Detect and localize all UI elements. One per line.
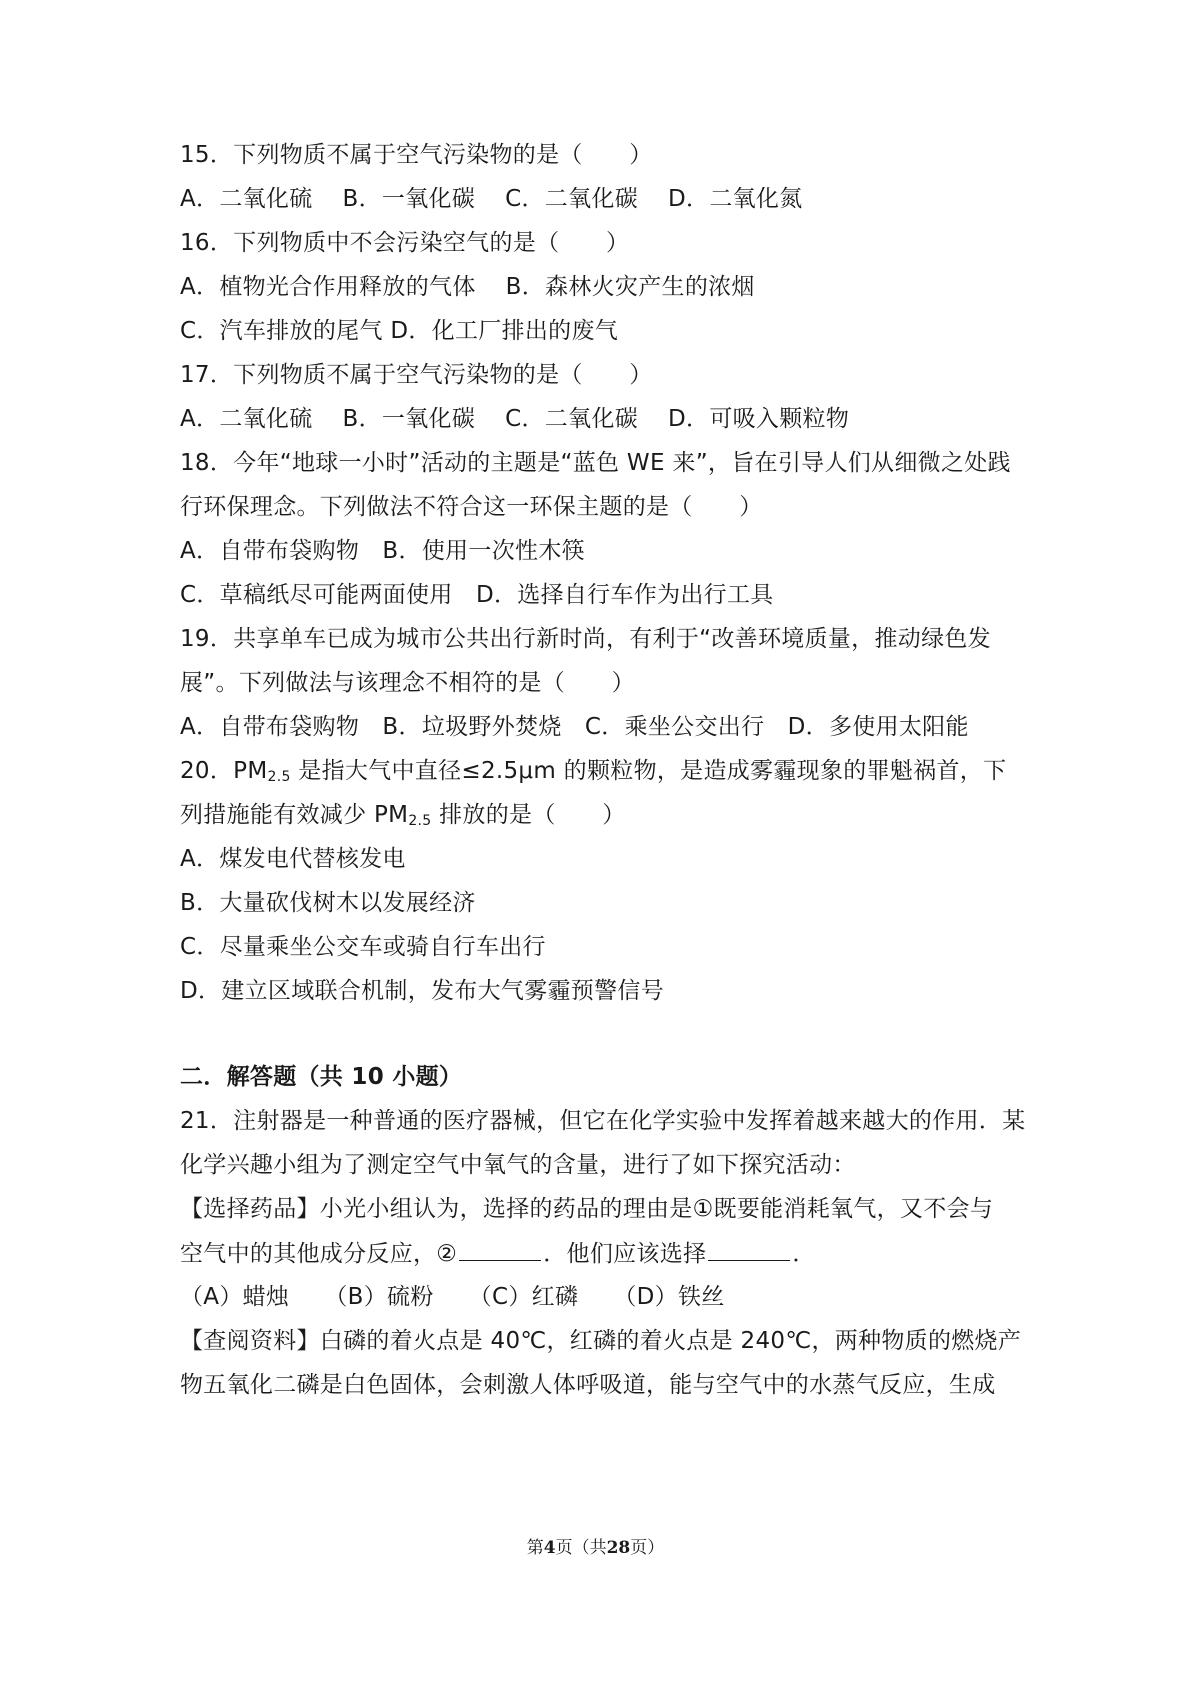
question-20-option-b: B．大量砍伐树木以发展经济: [180, 890, 476, 916]
question-21-text-c: ．: [792, 1241, 816, 1267]
pm-subscript: 2.5: [267, 769, 291, 785]
question-18-line-1: 18．今年“地球一小时”活动的主题是“蓝色 WE 来”，旨在引导人们从细微之处践: [180, 450, 1011, 476]
question-16-options-cd: C．汽车排放的尾气 D．化工厂排出的废气: [180, 318, 619, 344]
question-18-options-cd: C．草稿纸尽可能两面使用 D．选择自行车作为出行工具: [180, 582, 774, 608]
question-16-options-ab: [180, 272, 755, 302]
question-19-line-2: 展”。下列做法与该理念不相符的是（ ）: [180, 670, 635, 696]
option-d: D．可吸入颗粒物: [668, 406, 850, 432]
question-21-line-3: 【选择药品】小光小组认为，选择的药品的理由是①既要能消耗氧气，又不会与: [180, 1196, 994, 1222]
question-20-line-1: [180, 756, 1006, 786]
answer-blank-1[interactable]: [459, 1238, 541, 1261]
question-15: 15．下列物质不属于空气污染物的是（ ）: [180, 142, 653, 168]
question-21-text-b: ．他们应该选择: [543, 1241, 707, 1267]
question-20-option-a: A．煤发电代替核发电: [180, 846, 406, 872]
question-21-line-1: 21．注射器是一种普通的医疗器械，但它在化学实验中发挥着越来越大的作用．某: [180, 1108, 1026, 1134]
option-b: B．一氧化碳: [342, 406, 476, 432]
option-a: A．二氧化硫: [180, 406, 313, 432]
question-16: 16．下列物质中不会污染空气的是（ ）: [180, 230, 630, 256]
question-20-option-d: D．建立区域联合机制，发布大气雾霾预警信号: [180, 978, 665, 1004]
question-21-options: （A）蜡烛 （B）硫粉 （C）红磷 （D）铁丝: [180, 1284, 725, 1310]
question-21-line-7: 物五氧化二磷是白色固体，会刺激人体呼吸道，能与空气中的水蒸气反应，生成: [180, 1372, 996, 1398]
question-20-option-c: C．尽量乘坐公交车或骑自行车出行: [180, 934, 546, 960]
question-20-line-2: [180, 800, 626, 830]
page-number: 4: [543, 1538, 556, 1558]
option-a: A．植物光合作用释放的气体: [180, 274, 476, 300]
question-19-options: A．自带布袋购物 B．垃圾野外焚烧 C．乘坐公交出行 D．多使用太阳能: [180, 714, 969, 740]
question-20-text-2: 列措施能有效减少 PM: [180, 802, 409, 828]
total-pages: 28: [606, 1538, 631, 1558]
question-21-text-a: 空气中的其他成分反应，②: [180, 1241, 458, 1267]
option-b: B．森林火灾产生的浓烟: [505, 274, 755, 300]
pm-subscript: 2.5: [408, 813, 432, 829]
page-footer: [0, 1536, 1191, 1560]
question-21-line-6: 【查阅资料】白磷的着火点是 40℃，红磷的着火点是 240℃，两种物质的燃烧产: [180, 1328, 1022, 1354]
option-d: D．二氧化氮: [668, 186, 803, 212]
question-20-prefix: 20．PM: [180, 758, 268, 784]
question-21-line-2: 化学兴趣小组为了测定空气中氧气的含量，进行了如下探究活动：: [180, 1152, 856, 1178]
footer-pre: 第: [526, 1538, 544, 1558]
answer-blank-2[interactable]: [708, 1238, 790, 1261]
question-17: 17．下列物质不属于空气污染物的是（ ）: [180, 362, 653, 388]
question-20-text-3: 排放的是（ ）: [439, 802, 626, 828]
option-c: C．二氧化碳: [505, 406, 639, 432]
question-18-options-ab: A．自带布袋购物 B．使用一次性木筷: [180, 538, 585, 564]
question-17-options: [180, 404, 849, 434]
option-a: A．二氧化硫: [180, 186, 313, 212]
question-15-options: [180, 184, 803, 214]
section-heading: 二．解答题（共 10 小题）: [180, 1064, 463, 1090]
option-c: C．二氧化碳: [505, 186, 639, 212]
question-21-line-4: [180, 1238, 816, 1269]
question-20-text: 是指大气中直径≤2.5μm 的颗粒物，是造成雾霾现象的罪魁祸首，下: [298, 758, 1007, 784]
question-19-line-1: 19．共享单车已成为城市公共出行新时尚，有利于“改善环境质量，推动绿色发: [180, 626, 991, 652]
question-18-line-2: 行环保理念。下列做法不符合这一环保主题的是（ ）: [180, 494, 763, 520]
footer-post: 页）: [630, 1538, 665, 1558]
footer-mid: 页（共: [555, 1538, 607, 1558]
option-b: B．一氧化碳: [342, 186, 476, 212]
